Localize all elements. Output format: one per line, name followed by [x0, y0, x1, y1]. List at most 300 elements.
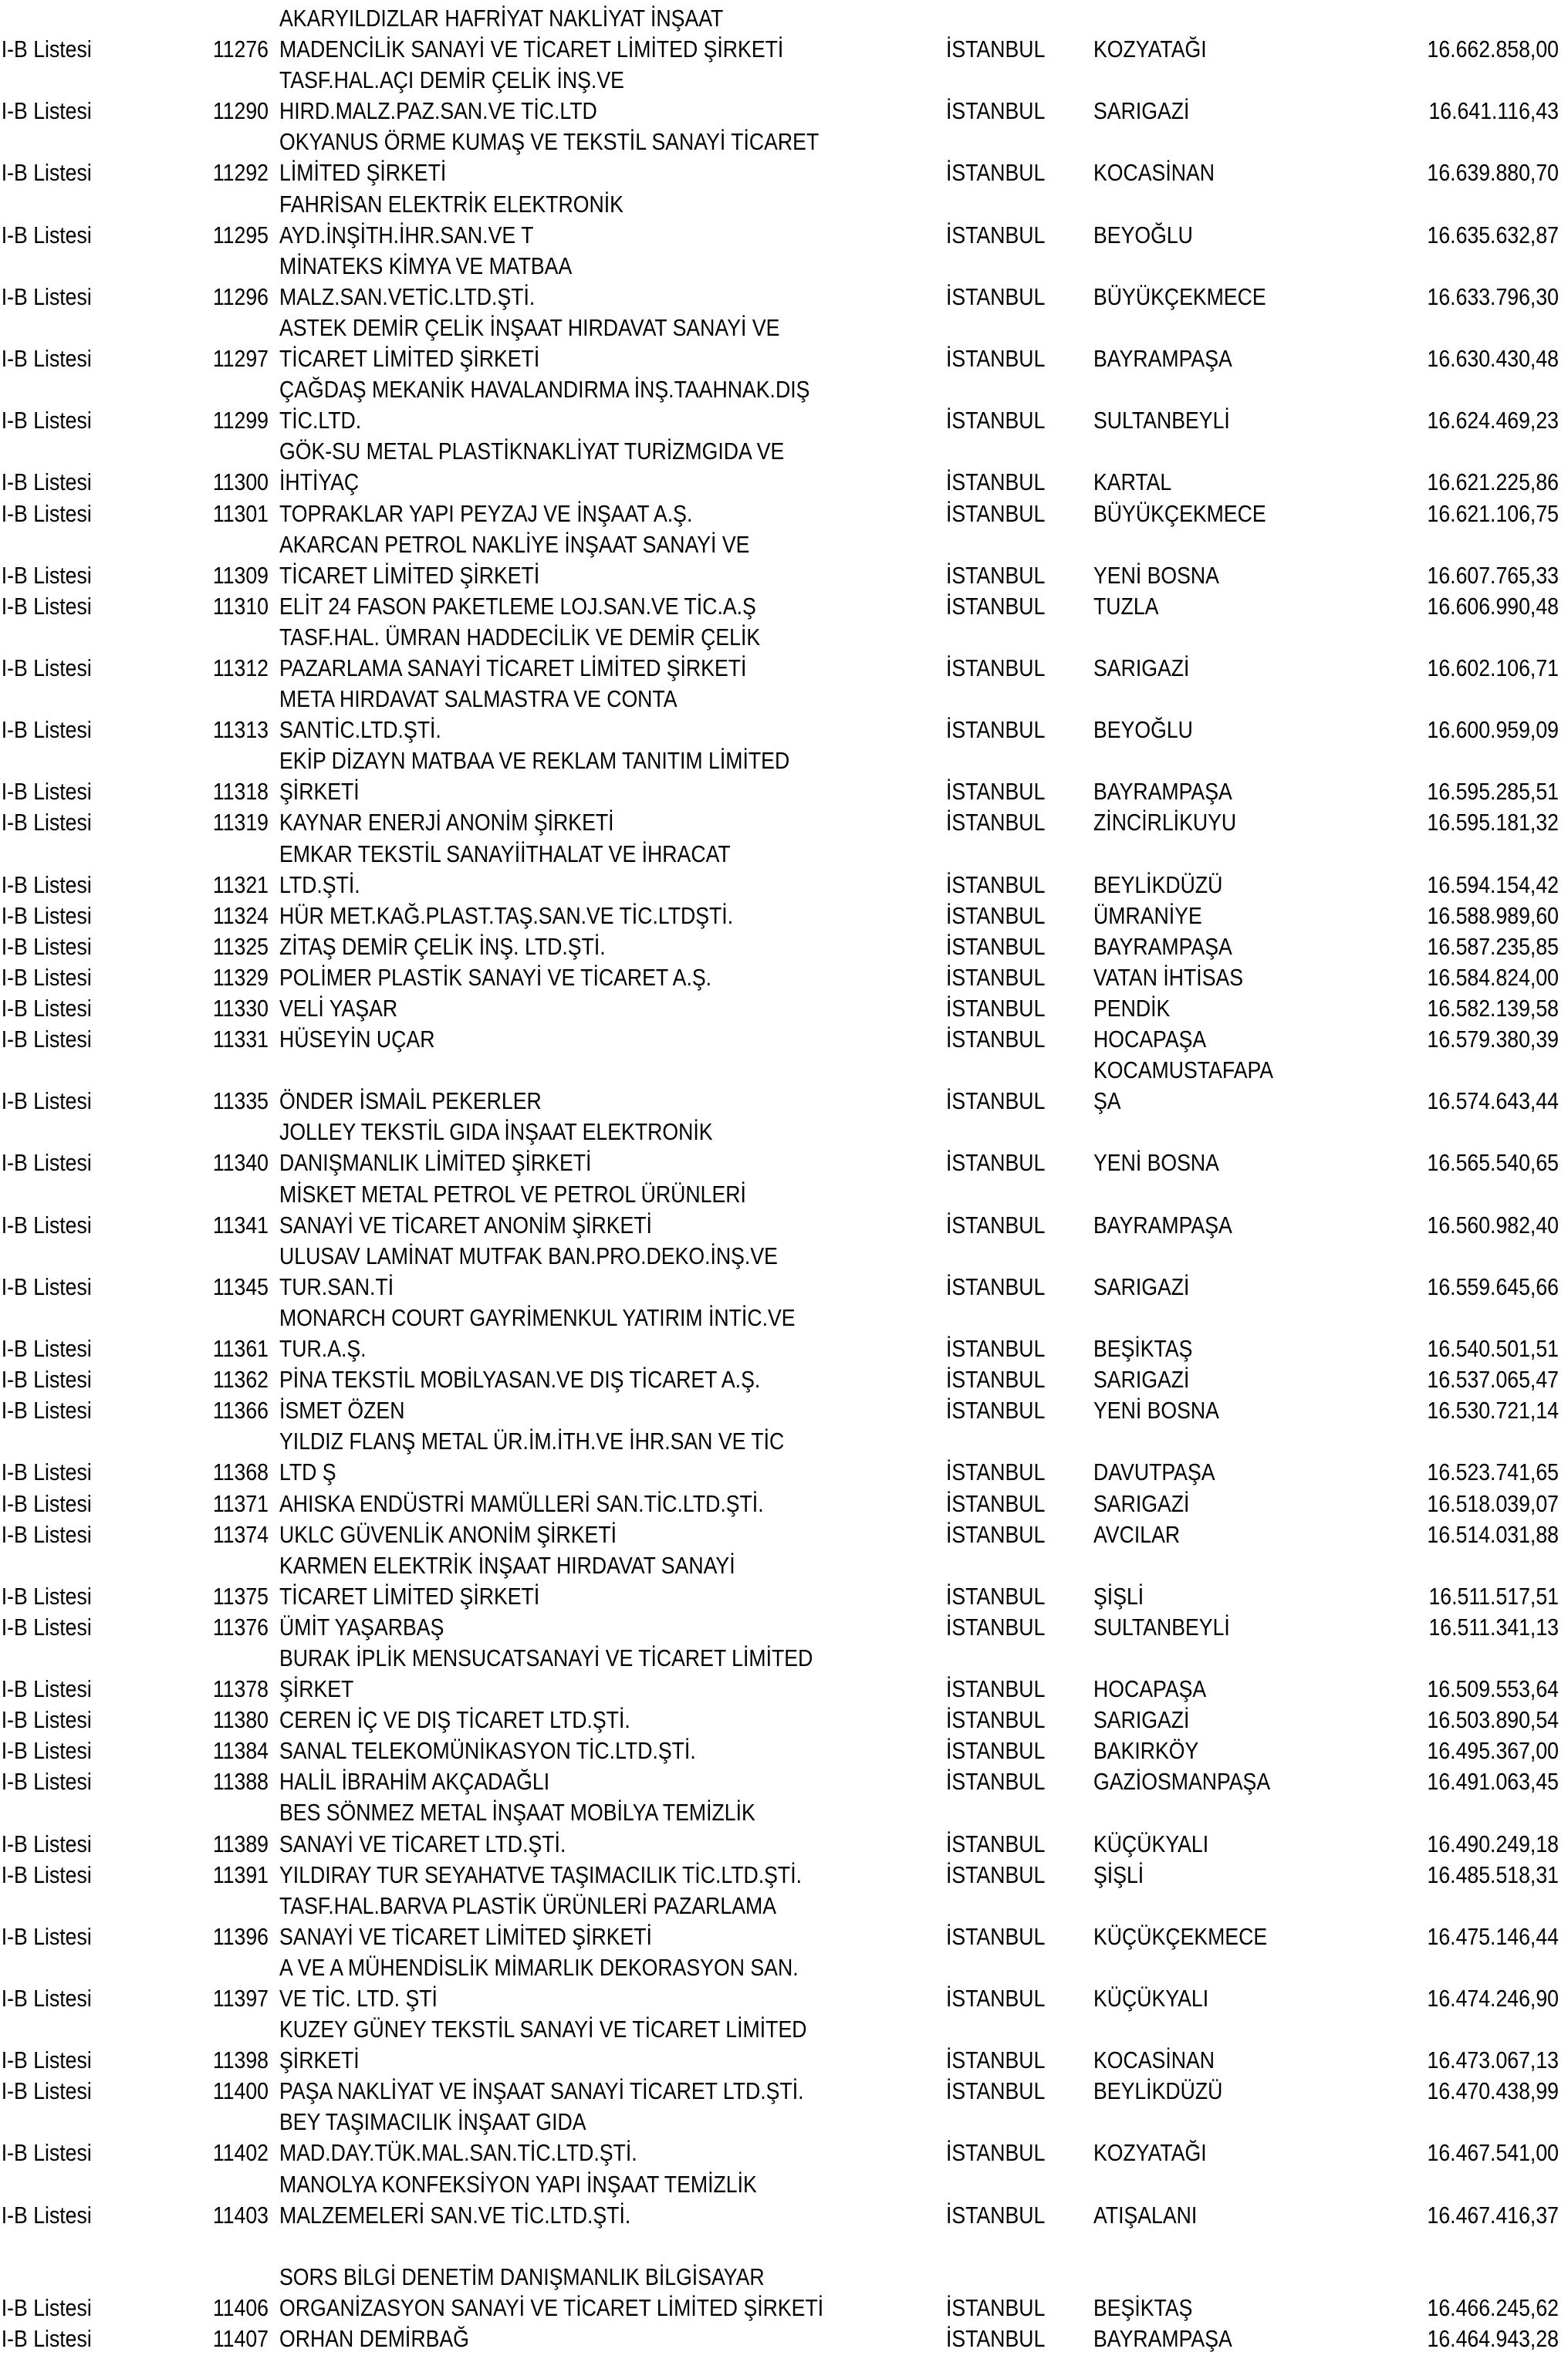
- text-line: AYD.İNŞİTH.İHR.SAN.VE T: [279, 221, 534, 248]
- text-line: HALİL İBRAHİM AKÇADAĞLI: [279, 1768, 550, 1796]
- text-line: LTD Ş: [279, 1458, 336, 1486]
- district-cell: [1093, 498, 1381, 529]
- company-name-cell: [279, 2107, 946, 2168]
- list-type-cell: [0, 220, 201, 251]
- text-line: I-B Listesi: [1, 1582, 92, 1610]
- table-row: [0, 931, 1559, 962]
- company-name-cell: [279, 1426, 946, 1488]
- amount-cell: [1381, 2138, 1559, 2168]
- district-cell: [1093, 96, 1381, 127]
- company-name-cell: [279, 2262, 946, 2324]
- list-type-cell: [0, 1489, 201, 1519]
- table-row: [0, 807, 1559, 838]
- text-line: 11309: [212, 561, 269, 589]
- company-name-cell: [279, 1705, 946, 1735]
- text-line: İSTANBUL: [946, 1272, 1046, 1300]
- text-line: MİSKET METAL PETROL VE PETROL ÜRÜNLERİ: [279, 1180, 746, 1208]
- sequence-number-cell: [201, 962, 269, 993]
- company-name-cell: [279, 1024, 946, 1055]
- list-type-cell: [0, 34, 201, 65]
- company-name-cell: [279, 2014, 946, 2076]
- text-line: 11300: [212, 468, 269, 496]
- text-line: 11330: [212, 995, 269, 1022]
- text-line: 11295: [212, 221, 269, 248]
- text-line: HÜR MET.KAĞ.PLAST.TAŞ.SAN.VE TİC.LTDŞTİ.: [279, 901, 734, 929]
- amount-cell: [1381, 1147, 1559, 1178]
- list-type-cell: [0, 1395, 201, 1426]
- text-line: İSTANBUL: [946, 716, 1046, 744]
- text-line: AHISKA ENDÜSTRİ MAMÜLLERİ SAN.TİC.LTD.ŞTİ.: [279, 1489, 764, 1517]
- text-line: BURAK İPLİK MENSUCATSANAYİ VE TİCARET LİMİTED: [279, 1644, 813, 1671]
- text-line: I-B Listesi: [1, 1922, 92, 1950]
- list-type-cell: [0, 1860, 201, 1891]
- text-line: 11396: [212, 1922, 269, 1950]
- table-row: [0, 529, 1559, 591]
- text-line: EKİP DİZAYN MATBAA VE REKLAM TANITIM LİMİTED: [279, 747, 790, 775]
- text-line: 16.540.501,51: [1427, 1335, 1559, 1363]
- list-type-cell: [0, 931, 201, 962]
- text-line: İHTİYAÇ: [279, 468, 360, 496]
- text-line: 16.602.106,71: [1427, 654, 1559, 681]
- table-row: [0, 1891, 1559, 1952]
- sequence-number-cell: [201, 1147, 269, 1178]
- text-line: İSTANBUL: [946, 1087, 1046, 1115]
- text-line: GÖK-SU METAL PLASTİKNAKLİYAT TURİZMGIDA VE: [279, 438, 785, 465]
- table-row: [0, 1426, 1559, 1488]
- text-line: AVCILAR: [1093, 1520, 1181, 1548]
- text-line: İSTANBUL: [946, 159, 1046, 187]
- text-line: I-B Listesi: [1, 1366, 92, 1394]
- text-line: TUR.A.Ş.: [279, 1335, 367, 1363]
- text-line: FAHRİSAN ELEKTRİK ELEKTRONİK: [279, 190, 623, 218]
- text-line: 11276: [212, 35, 269, 63]
- text-line: ZİTAŞ DEMİR ÇELİK İNŞ. LTD.ŞTİ.: [279, 932, 606, 960]
- list-type-cell: [0, 1024, 201, 1055]
- text-line: AKARYILDIZLAR HAFRİYAT NAKLİYAT İNŞAAT: [279, 5, 724, 32]
- city-cell: [946, 1860, 1093, 1891]
- text-line: SULTANBEYLİ: [1093, 407, 1230, 434]
- district-cell: [1093, 1829, 1381, 1860]
- amount-cell: [1381, 2200, 1559, 2231]
- district-cell: [1093, 1272, 1381, 1303]
- amount-cell: [1381, 2076, 1559, 2107]
- company-name-cell: [279, 1735, 946, 1766]
- text-line: BEŞİKTAŞ: [1093, 2293, 1193, 2321]
- table-row: [0, 1519, 1559, 1550]
- text-line: İSTANBUL: [946, 1458, 1046, 1486]
- city-cell: [946, 498, 1093, 529]
- text-line: ATIŞALANI: [1093, 2201, 1198, 2229]
- table-row: [0, 1395, 1559, 1426]
- text-line: I-B Listesi: [1, 1985, 92, 2012]
- sequence-number-cell: [201, 1921, 269, 1952]
- city-cell: [946, 715, 1093, 745]
- list-type-cell: [0, 2293, 201, 2324]
- text-line: I-B Listesi: [1, 1706, 92, 1734]
- list-type-cell: [0, 405, 201, 436]
- district-cell: [1093, 870, 1381, 901]
- text-line: I-B Listesi: [1, 932, 92, 960]
- city-cell: [946, 1766, 1093, 1797]
- text-line: İSTANBUL: [946, 1211, 1046, 1239]
- amount-cell: [1381, 1489, 1559, 1519]
- text-line: 11362: [212, 1366, 269, 1394]
- amount-cell: [1381, 1457, 1559, 1488]
- amount-cell: [1381, 220, 1559, 251]
- text-line: İSTANBUL: [946, 2139, 1046, 2167]
- list-type-cell: [0, 2200, 201, 2231]
- list-type-cell: [0, 2138, 201, 2168]
- text-line: AKARCAN PETROL NAKLİYE İNŞAAT SANAYİ VE: [279, 530, 750, 558]
- text-line: 16.579.380,39: [1427, 1026, 1559, 1053]
- text-line: PİNA TEKSTİL MOBİLYASAN.VE DIŞ TİCARET A.Ş.: [279, 1366, 761, 1394]
- text-line: 16.662.858,00: [1427, 35, 1559, 63]
- text-line: İSTANBUL: [946, 1985, 1046, 2012]
- amount-cell: [1381, 1024, 1559, 1055]
- text-line: İSTANBUL: [946, 870, 1046, 898]
- text-line: 16.473.067,13: [1427, 2046, 1559, 2074]
- text-line: İSTANBUL: [946, 97, 1046, 125]
- table-row: [0, 962, 1559, 993]
- text-line: SARIGAZİ: [1093, 97, 1190, 125]
- text-line: İSTANBUL: [946, 282, 1046, 310]
- text-line: 11384: [212, 1737, 269, 1765]
- sequence-number-cell: [201, 901, 269, 931]
- amount-cell: [1381, 560, 1559, 591]
- text-line: ASTEK DEMİR ÇELİK İNŞAAT HIRDAVAT SANAYİ VE: [279, 313, 780, 341]
- company-name-cell: [279, 498, 946, 529]
- amount-cell: [1381, 962, 1559, 993]
- text-line: 16.467.541,00: [1427, 2139, 1559, 2167]
- sequence-number-cell: [201, 715, 269, 745]
- list-type-cell: [0, 807, 201, 838]
- text-line: İSTANBUL: [946, 2325, 1046, 2353]
- company-name-cell: [279, 436, 946, 498]
- district-cell: [1093, 1766, 1381, 1797]
- list-type-cell: [0, 1272, 201, 1303]
- text-line: I-B Listesi: [1, 1026, 92, 1053]
- amount-cell: [1381, 405, 1559, 436]
- amount-cell: [1381, 282, 1559, 313]
- text-line: 16.490.249,18: [1427, 1830, 1559, 1857]
- text-line: İSTANBUL: [946, 1366, 1046, 1394]
- table-row: [0, 2169, 1559, 2231]
- list-type-cell: [0, 1457, 201, 1488]
- table-row: [0, 2262, 1559, 2324]
- city-cell: [946, 1333, 1093, 1364]
- text-line: ULUSAV LAMİNAT MUTFAK BAN.PRO.DEKO.İNŞ.VE: [279, 1242, 778, 1269]
- text-line: PAZARLAMA SANAYİ TİCARET LİMİTED ŞİRKETİ: [279, 654, 747, 681]
- company-name-cell: [279, 189, 946, 251]
- text-line: I-B Listesi: [1, 35, 92, 63]
- text-line: TİC.LTD.: [279, 407, 362, 434]
- sequence-number-cell: [201, 1674, 269, 1705]
- company-name-cell: [279, 1550, 946, 1612]
- city-cell: [946, 870, 1093, 901]
- text-line: 11406: [212, 2293, 269, 2321]
- company-name-cell: [279, 374, 946, 436]
- text-line: ŞİŞLİ: [1093, 1582, 1144, 1610]
- district-cell: [1093, 2076, 1381, 2107]
- list-type-cell: [0, 776, 201, 807]
- company-name-cell: [279, 2169, 946, 2231]
- text-line: BEYOĞLU: [1093, 716, 1193, 744]
- list-type-cell: [0, 1735, 201, 1766]
- text-line: 16.514.031,88: [1427, 1520, 1559, 1548]
- district-cell: [1093, 467, 1381, 498]
- sequence-number-cell: [201, 1581, 269, 1612]
- company-name-cell: [279, 745, 946, 807]
- text-line: BES SÖNMEZ METAL İNŞAAT MOBİLYA TEMİZLİK: [279, 1799, 755, 1827]
- list-type-cell: [0, 343, 201, 374]
- text-line: PAŞA NAKLİYAT VE İNŞAAT SANAYİ TİCARET LTD.ŞTİ.: [279, 2077, 804, 2105]
- list-type-cell: [0, 962, 201, 993]
- text-line: CEREN İÇ VE DIŞ TİCARET LTD.ŞTİ.: [279, 1706, 630, 1734]
- company-name-cell: [279, 622, 946, 684]
- list-type-cell: [0, 1983, 201, 2014]
- company-name-cell: [279, 993, 946, 1024]
- sequence-number-cell: [201, 776, 269, 807]
- list-type-cell: [0, 1086, 201, 1117]
- text-line: 16.641.116,43: [1428, 97, 1559, 125]
- table-row: [0, 1766, 1559, 1797]
- text-line: İSTANBUL: [946, 2293, 1046, 2321]
- table-row: [0, 436, 1559, 498]
- text-line: 16.621.225,86: [1427, 468, 1559, 496]
- district-cell: [1093, 1489, 1381, 1519]
- sequence-number-cell: [201, 1766, 269, 1797]
- city-cell: [946, 1147, 1093, 1178]
- text-line: İSTANBUL: [946, 2201, 1046, 2229]
- table-row: [0, 1952, 1559, 2014]
- text-line: 16.600.959,09: [1427, 716, 1559, 744]
- table-row: [0, 1055, 1559, 1117]
- text-line: I-B Listesi: [1, 1149, 92, 1177]
- list-type-cell: [0, 1364, 201, 1395]
- table-row: [0, 591, 1559, 622]
- text-line: 16.530.721,14: [1427, 1397, 1559, 1425]
- text-line: TASF.HAL.BARVA PLASTİK ÜRÜNLERİ PAZARLAMA: [279, 1891, 776, 1919]
- text-line: I-B Listesi: [1, 778, 92, 806]
- text-line: I-B Listesi: [1, 1211, 92, 1239]
- text-line: 11341: [212, 1211, 269, 1239]
- text-line: TİCARET LİMİTED ŞİRKETİ: [279, 561, 540, 589]
- text-line: I-B Listesi: [1, 1675, 92, 1703]
- table-row: [0, 1612, 1559, 1643]
- amount-cell: [1381, 1210, 1559, 1241]
- company-name-cell: [279, 251, 946, 313]
- table-row: [0, 2324, 1559, 2354]
- text-line: 16.485.518,31: [1427, 1861, 1559, 1888]
- text-line: TASF.HAL. ÜMRAN HADDECİLİK VE DEMİR ÇELİK: [279, 623, 761, 651]
- text-line: 16.582.139,58: [1427, 995, 1559, 1022]
- text-line: I-B Listesi: [1, 407, 92, 434]
- city-cell: [946, 560, 1093, 591]
- text-line: 11366: [212, 1397, 269, 1425]
- table-row: [0, 993, 1559, 1024]
- text-line: I-B Listesi: [1, 1613, 92, 1641]
- text-line: İSTANBUL: [946, 35, 1046, 63]
- list-type-cell: [0, 1705, 201, 1735]
- list-type-cell: [0, 1519, 201, 1550]
- city-cell: [946, 1395, 1093, 1426]
- text-line: KOZYATAĞI: [1093, 2139, 1207, 2167]
- text-line: META HIRDAVAT SALMASTRA VE CONTA: [279, 685, 678, 713]
- sequence-number-cell: [201, 1395, 269, 1426]
- city-cell: [946, 1272, 1093, 1303]
- amount-cell: [1381, 1921, 1559, 1952]
- text-line: 11290: [212, 97, 269, 125]
- text-line: İSTANBUL: [946, 1026, 1046, 1053]
- text-line: I-B Listesi: [1, 1830, 92, 1857]
- city-cell: [946, 1489, 1093, 1519]
- text-line: İSTANBUL: [946, 778, 1046, 806]
- text-line: HOCAPAŞA: [1093, 1675, 1207, 1703]
- text-line: HOCAPAŞA: [1093, 1026, 1207, 1053]
- text-line: I-B Listesi: [1, 561, 92, 589]
- list-type-cell: [0, 1581, 201, 1612]
- district-cell: [1093, 1735, 1381, 1766]
- sequence-number-cell: [201, 993, 269, 1024]
- list-type-cell: [0, 1210, 201, 1241]
- amount-cell: [1381, 498, 1559, 529]
- text-line: İSTANBUL: [946, 1922, 1046, 1950]
- sequence-number-cell: [201, 34, 269, 65]
- text-line: BAYRAMPAŞA: [1093, 932, 1232, 960]
- table-row: [0, 1241, 1559, 1303]
- amount-cell: [1381, 1735, 1559, 1766]
- city-cell: [946, 282, 1093, 313]
- text-line: 16.509.553,64: [1427, 1675, 1559, 1703]
- list-type-cell: [0, 498, 201, 529]
- company-name-cell: [279, 1179, 946, 1241]
- text-line: 16.630.430,48: [1427, 345, 1559, 373]
- amount-cell: [1381, 715, 1559, 745]
- sequence-number-cell: [201, 157, 269, 188]
- city-cell: [946, 1210, 1093, 1241]
- text-line: I-B Listesi: [1, 1272, 92, 1300]
- text-line: KARTAL: [1093, 468, 1172, 496]
- list-type-cell: [0, 1333, 201, 1364]
- district-cell: [1093, 1581, 1381, 1612]
- city-cell: [946, 1086, 1093, 1117]
- sequence-number-cell: [201, 807, 269, 838]
- city-cell: [946, 2076, 1093, 2107]
- district-cell: [1093, 1055, 1381, 1117]
- text-line: 16.518.039,07: [1427, 1489, 1559, 1517]
- text-line: TİCARET LİMİTED ŞİRKETİ: [279, 345, 540, 373]
- company-name-cell: [279, 529, 946, 591]
- sequence-number-cell: [201, 870, 269, 901]
- text-line: KOCASİNAN: [1093, 159, 1215, 187]
- amount-cell: [1381, 1333, 1559, 1364]
- text-line: TİCARET LİMİTED ŞİRKETİ: [279, 1582, 540, 1610]
- text-line: VATAN İHTİSAS: [1093, 963, 1244, 991]
- table-row: [0, 839, 1559, 901]
- company-name-cell: [279, 839, 946, 901]
- text-line: İSTANBUL: [946, 345, 1046, 373]
- text-line: 11331: [212, 1026, 269, 1053]
- company-name-cell: [279, 931, 946, 962]
- list-type-cell: [0, 1766, 201, 1797]
- sequence-number-cell: [201, 1457, 269, 1488]
- table-row: [0, 1024, 1559, 1055]
- text-line: 11368: [212, 1458, 269, 1486]
- sequence-number-cell: [201, 1829, 269, 1860]
- sequence-number-cell: [201, 1735, 269, 1766]
- amount-cell: [1381, 1272, 1559, 1303]
- sequence-number-cell: [201, 343, 269, 374]
- text-line: 16.474.246,90: [1427, 1985, 1559, 2012]
- text-line: BEYLİKDÜZÜ: [1093, 870, 1223, 898]
- company-name-cell: [279, 591, 946, 622]
- text-line: 11389: [212, 1830, 269, 1857]
- text-line: 16.595.285,51: [1427, 778, 1559, 806]
- text-line: BÜYÜKÇEKMECE: [1093, 282, 1266, 310]
- text-line: KAYNAR ENERJİ ANONİM ŞİRKETİ: [279, 809, 614, 836]
- amount-cell: [1381, 870, 1559, 901]
- text-line: 11402: [212, 2139, 269, 2167]
- text-line: TUR.SAN.Tİ: [279, 1272, 394, 1300]
- city-cell: [946, 2200, 1093, 2231]
- sequence-number-cell: [201, 1272, 269, 1303]
- text-line: 16.495.367,00: [1427, 1737, 1559, 1765]
- sequence-number-cell: [201, 1612, 269, 1643]
- text-line: BAYRAMPAŞA: [1093, 2325, 1232, 2353]
- district-cell: [1093, 282, 1381, 313]
- text-line: KÜÇÜKYALI: [1093, 1830, 1209, 1857]
- table-row: [0, 313, 1559, 374]
- text-line: İSTANBUL: [946, 1861, 1046, 1888]
- text-line: ELİT 24 FASON PAKETLEME LOJ.SAN.VE TİC.A.Ş: [279, 592, 756, 620]
- text-line: 11340: [212, 1149, 269, 1177]
- sequence-number-cell: [201, 591, 269, 622]
- text-line: İSTANBUL: [946, 1520, 1046, 1548]
- text-line: 16.475.146,44: [1427, 1922, 1559, 1950]
- table-row: [0, 1550, 1559, 1612]
- table-row: [0, 2014, 1559, 2076]
- text-line: I-B Listesi: [1, 716, 92, 744]
- sequence-number-cell: [201, 1489, 269, 1519]
- text-line: 16.624.469,23: [1427, 407, 1559, 434]
- company-name-cell: [279, 1241, 946, 1303]
- text-line: HÜSEYİN UÇAR: [279, 1026, 435, 1053]
- text-line: 16.574.643,44: [1427, 1087, 1559, 1115]
- text-line: 16.560.982,40: [1427, 1211, 1559, 1239]
- text-line: 11376: [212, 1613, 269, 1641]
- text-line: BEY TAŞIMACILIK İNŞAAT GIDA: [279, 2108, 586, 2136]
- text-line: İSMET ÖZEN: [279, 1397, 405, 1425]
- text-line: 16.467.416,37: [1427, 2201, 1559, 2229]
- text-line: BEYLİKDÜZÜ: [1093, 2077, 1223, 2105]
- text-line: BAKIRKÖY: [1093, 1737, 1199, 1765]
- sequence-number-cell: [201, 498, 269, 529]
- text-line: KUZEY GÜNEY TEKSTİL SANAYİ VE TİCARET LİMİTED: [279, 2016, 807, 2043]
- city-cell: [946, 1519, 1093, 1550]
- company-name-cell: [279, 2324, 946, 2354]
- table-row: [0, 3, 1559, 65]
- text-line: BÜYÜKÇEKMECE: [1093, 499, 1266, 527]
- text-line: A VE A MÜHENDİSLİK MİMARLIK DEKORASYON SAN.: [279, 1953, 799, 1981]
- text-line: 16.595.181,32: [1427, 809, 1559, 836]
- text-line: 11380: [212, 1706, 269, 1734]
- district-cell: [1093, 2324, 1381, 2354]
- amount-cell: [1381, 993, 1559, 1024]
- text-line: 11371: [212, 1489, 269, 1517]
- text-line: 11397: [212, 1985, 269, 2012]
- amount-cell: [1381, 1364, 1559, 1395]
- company-name-cell: [279, 1117, 946, 1178]
